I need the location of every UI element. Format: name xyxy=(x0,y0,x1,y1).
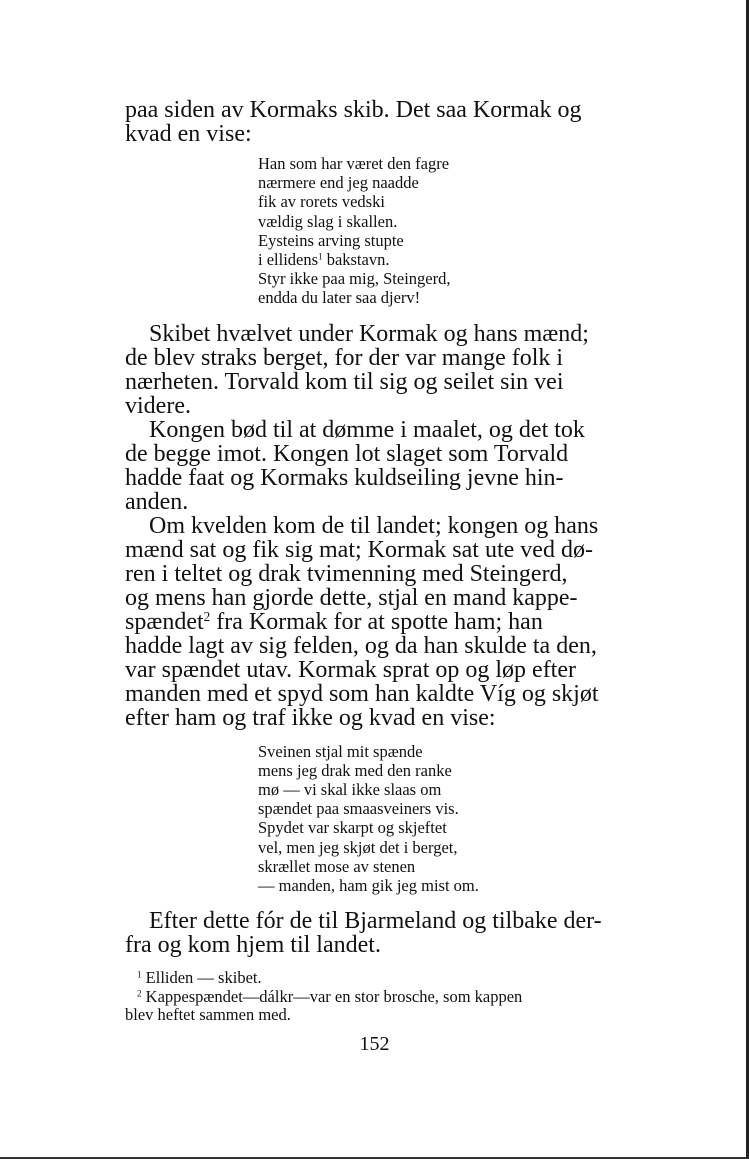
verse-line: mens jeg drak med den ranke xyxy=(258,760,452,780)
footnotes xyxy=(125,969,685,1025)
verse-line: Sveinen stjal mit spænde xyxy=(258,741,423,761)
verse-text: bakstavn. xyxy=(322,250,390,270)
text-line: ren i teltet og drak tvimenning med Steingerd, xyxy=(125,560,568,587)
verse-line: Styr ikke paa mig, Steingerd, xyxy=(258,269,451,289)
text-span: fra Kormak for at spotte ham; han xyxy=(210,608,543,635)
verse-line: endda du later saa djerv! xyxy=(258,288,421,308)
text-line: videre. xyxy=(125,392,191,419)
text-line: fra og kom hjem til landet. xyxy=(125,932,381,959)
text-line: hadde lagt av sig felden, og da han skulde ta den, xyxy=(125,632,597,659)
text-line: anden. xyxy=(125,488,189,515)
footnote-marker: 2 xyxy=(137,988,142,999)
text-line: hadde faat og Kormaks kuldseiling jevne hin- xyxy=(125,464,564,491)
footnote-marker: 1 xyxy=(318,251,323,262)
footnote-1 xyxy=(125,969,685,988)
paragraph xyxy=(125,418,685,514)
text-line: efter ham og traf ikke og kvad en vise: xyxy=(125,704,496,731)
footnote-text: Elliden — skibet. xyxy=(145,968,262,988)
text-line: Om kvelden kom de til landet; kongen og hans xyxy=(149,512,599,539)
text-line: Efter dette fór de til Bjarmeland og tilbake der- xyxy=(149,908,602,935)
paragraph xyxy=(125,909,685,957)
text-line: Skibet hvælvet under Kormak og hans mænd; xyxy=(149,320,589,347)
text-line: manden med et spyd som han kaldte Víg og skjøt xyxy=(125,680,599,707)
text-line: de blev straks berget, for der var mange folk i xyxy=(125,344,564,371)
verse-line: skrællet mose av stenen xyxy=(258,856,416,876)
verse-line: spændet paa smaasveiners vis. xyxy=(258,799,459,819)
text-column xyxy=(125,98,685,1025)
verse-stanza-2 xyxy=(125,742,685,896)
verse-line: Spydet var skarpt og skjeftet xyxy=(258,818,447,838)
verse-line: nærmere end jeg naadde xyxy=(258,173,419,193)
page-number: 152 xyxy=(359,1033,390,1055)
paragraph xyxy=(125,514,685,730)
footnote-2 xyxy=(125,988,685,1007)
verse-line: vældig slag i skallen. xyxy=(258,211,398,231)
verse-line: — manden, ham gik jeg mist om. xyxy=(258,876,479,896)
verse-text: i ellidens xyxy=(258,250,319,270)
text-line: og mens han gjorde dette, stjal en mand kappe- xyxy=(125,584,578,611)
text-span: spændet xyxy=(125,608,204,635)
text-line: kvad en vise: xyxy=(125,121,252,147)
verse-line: Eysteins arving stupte xyxy=(258,230,404,250)
text-line xyxy=(125,610,685,634)
text-line: mænd sat og fik sig mat; Kormak sat ute ved dø- xyxy=(125,536,593,563)
footnote-2-continued: blev heftet sammen med. xyxy=(125,1005,291,1025)
footnote-marker: 2 xyxy=(203,608,211,624)
text-line: nærheten. Torvald kom til sig og seilet sin vei xyxy=(125,368,564,395)
text-line: Kongen bød til at dømme i maalet, og det tok xyxy=(149,416,585,443)
text-line: paa siden av Kormaks skib. Det saa Kormak og xyxy=(125,97,582,123)
verse-line: Han som har været den fagre xyxy=(258,154,450,173)
paragraph xyxy=(125,322,685,418)
text-line: var spændet utav. Kormak sprat op og løp efter xyxy=(125,656,576,683)
footnote-marker: 1 xyxy=(137,969,142,980)
verse-line: mø — vi skal ikke slaas om xyxy=(258,780,442,800)
verse-line xyxy=(258,250,685,269)
verse-line: vel, men jeg skjøt det i berget, xyxy=(258,837,458,857)
footnote-text: Kappespændet—dálkr—var en stor brosche, som kappen xyxy=(145,986,523,1006)
verse-stanza-1 xyxy=(125,154,685,308)
intro-paragraph xyxy=(125,98,685,146)
text-line: de begge imot. Kongen lot slaget som Torvald xyxy=(125,440,569,467)
verse-line: fik av rorets vedski xyxy=(258,192,385,212)
